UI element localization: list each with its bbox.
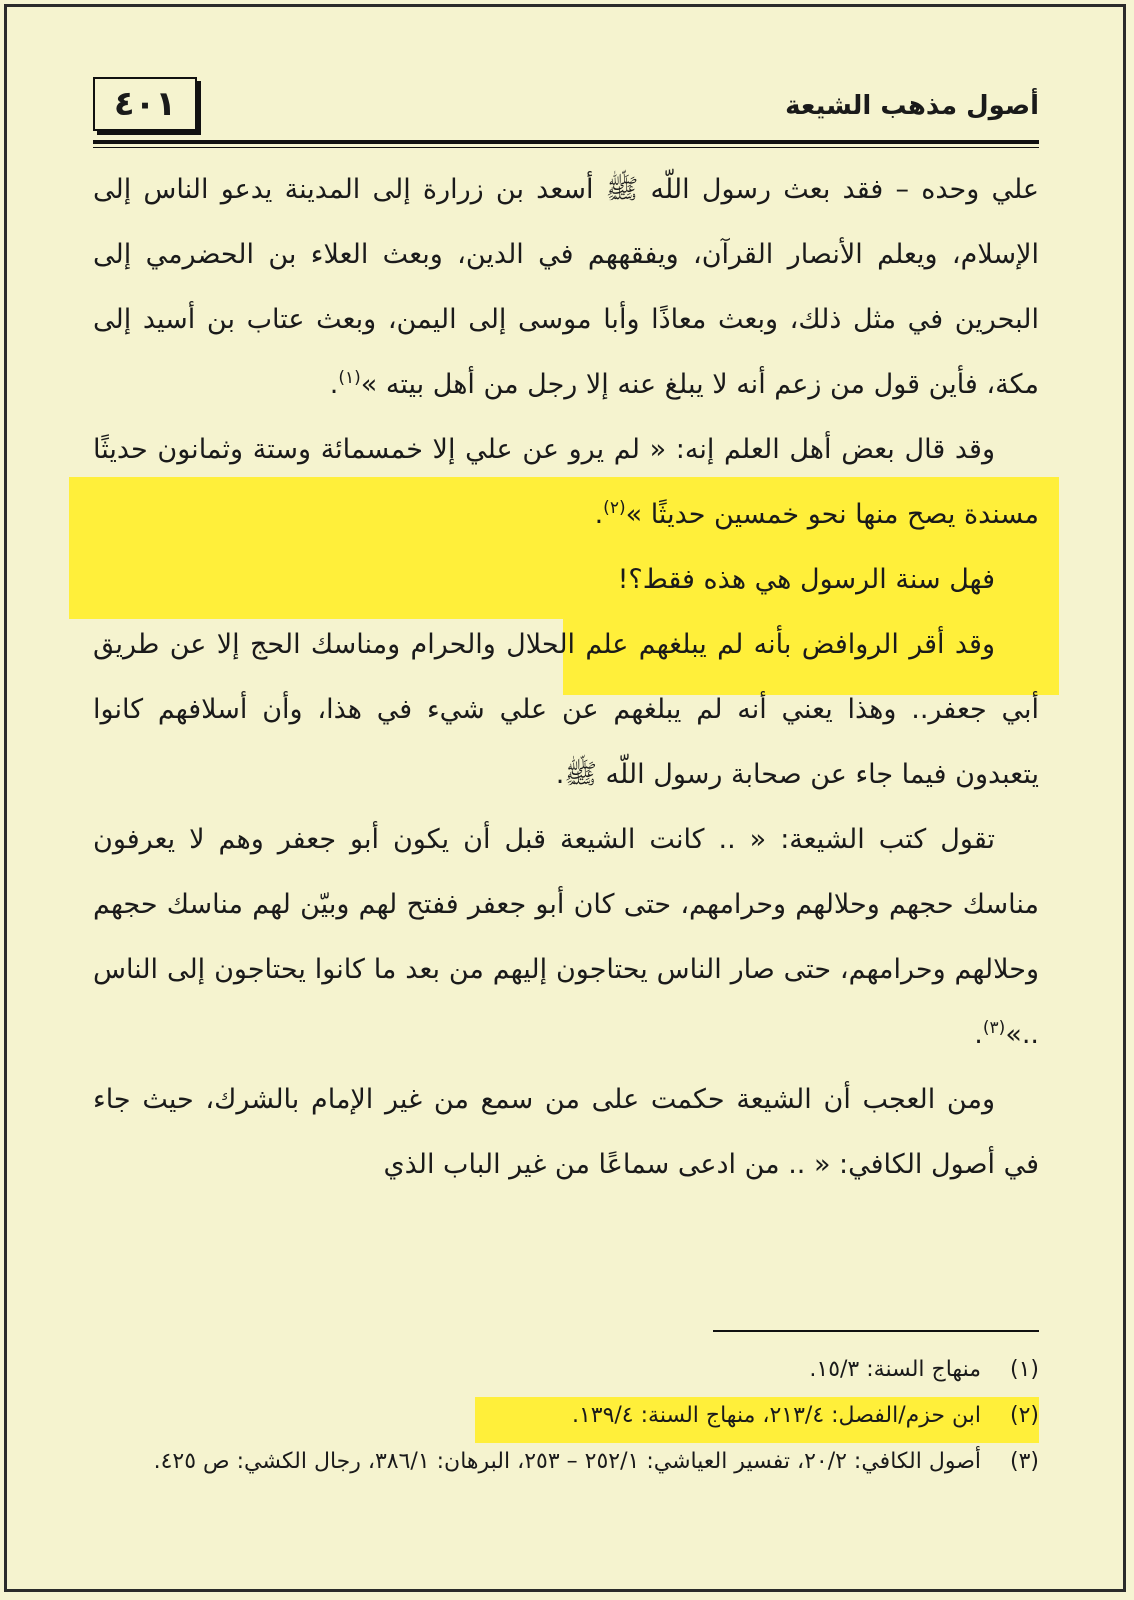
- footnote-text: أصول الكافي: ٢٠/٢، تفسير العياشي: ٢٥٢/١ – ٢٥٣، البرهان: ٣٨٦/١، رجال الكشي: ص ٤٢٥.: [153, 1449, 981, 1474]
- header-rule: [93, 140, 1039, 144]
- footnote-rule: [713, 1330, 1039, 1332]
- footnote: [93, 1439, 1039, 1485]
- footnotes: [93, 1347, 1039, 1485]
- footnote-number: (٣): [1009, 1449, 1039, 1474]
- footnote-text: منهاج السنة: ١٥/٣.: [809, 1357, 981, 1382]
- paragraph: وقد أقر الروافض بأنه لم يبلغهم علم الحلال والحرام ومناسك الحج إلا عن طريق أبي جعفر.. وهذا يعني أنه لم يبلغهم عن علي شيء في هذا، وأن أسلافهم كانوا يتعبدون فيما جاء عن صحابة رسول اللّه ﷺ.: [93, 629, 1039, 790]
- paragraph: علي وحده – فقد بعث رسول اللّه ﷺ أسعد بن زرارة إلى المدينة يدعو الناس إلى الإسلام، ويعلم الأنصار القرآن، ويفقههم في الدين، وبعث العلاء بن الحضرمي إلى البحرين في مثل ذلك، وبعث معاذًا وأبا موسى إلى اليمن، وبعث عتاب بن أسيد إلى مكة، فأين قول من زعم أنه لا يبلغ عنه إلا رجل من أهل بيته »$^{(١)}$.: [93, 174, 1039, 400]
- paragraph: تقول كتب الشيعة: « .. كانت الشيعة قبل أن يكون أبو جعفر وهم لا يعرفون مناسك حجهم وحلالهم وحرامهم، حتى كان أبو جعفر ففتح لهم وبيّن لهم مناسك حجهم وحلالهم وحرامهم، حتى صار الناس يحتاجون إليهم من بعد ما كانوا يحتاجون إلى الناس ..»$^{(٣)}$.: [93, 824, 1039, 1050]
- paragraph: ومن العجب أن الشيعة حكمت على من سمع من غير الإمام بالشرك، حيث جاء في أصول الكافي: « .. من ادعى سماعًا من غير الباب الذي: [93, 1084, 1039, 1180]
- page-number: ٤٠١: [93, 77, 197, 131]
- footnote-number: (٢): [1009, 1403, 1039, 1428]
- footnote-number: (١): [1009, 1357, 1039, 1382]
- footnote: [93, 1393, 1039, 1439]
- page-frame: [4, 4, 1126, 1592]
- paragraph-quote: وقد قال بعض أهل العلم إنه: « لم يرو عن علي إلا خمسمائة وستة وثمانون حديثًا مسندة يصح منها نحو خمسين حديثًا »$^{(٢)}$.: [93, 434, 1039, 530]
- footnote-ref: (٣): [982, 1018, 1006, 1038]
- body-text: [93, 157, 1039, 1197]
- footnote-text: ابن حزم/الفصل: ٢١٣/٤، منهاج السنة: ١٣٩/٤.: [571, 1403, 981, 1428]
- footnote-ref: (٢): [603, 498, 626, 518]
- footnote: [93, 1347, 1039, 1393]
- running-title: أصول مذهب الشيعة: [785, 91, 1039, 121]
- paragraph-question: فهل سنة الرسول هي هذه فقط؟!: [617, 564, 995, 595]
- header-rule-thin: [93, 147, 1039, 148]
- footnote-ref: (١): [338, 368, 361, 388]
